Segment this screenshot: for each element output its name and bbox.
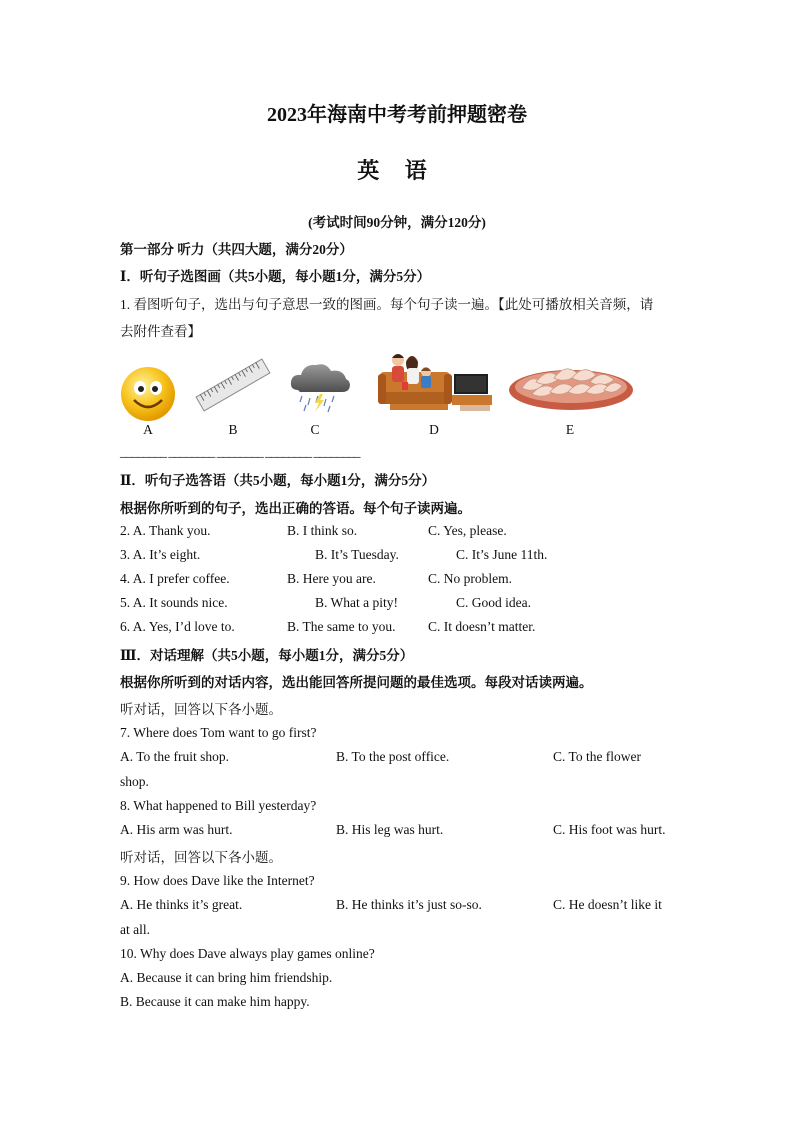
section2-heading: Ⅱ．听句子选答语（共5小题，每小题1分，满分5分） — [120, 473, 436, 488]
section3-instruction: 根据你所听到的对话内容，选出能回答所提问题的最佳选项。每段对话读两遍。 — [120, 675, 593, 690]
q5-option-a: 5. A. It sounds nice. — [120, 595, 228, 610]
q1-instruction-line2: 去附件查看】 — [120, 324, 201, 339]
q3-option-c: C. It’s June 11th. — [456, 547, 548, 562]
q8-question: 8. What happened to Bill yesterday? — [120, 798, 317, 813]
family-watching-tv-icon — [378, 348, 496, 414]
image-label-e: E — [565, 422, 575, 437]
q7-option-c: C. To the flower — [553, 749, 642, 764]
exam-title: 2023年海南中考考前押题密卷 — [267, 104, 527, 126]
q4-option-a: 4. A. I prefer coffee. — [120, 571, 230, 586]
q2-option-a: 2. A. Thank you. — [120, 523, 211, 538]
q1-instruction-line1: 1. 看图听句子，选出与句子意思一致的图画。每个句子读一遍。【此处可播放相关音频，请 — [120, 297, 654, 312]
q10-option-a: A. Because it can bring him friendship. — [120, 970, 333, 985]
q7-option-c-continued: shop. — [120, 774, 149, 789]
q9-question: 9. How does Dave like the Internet? — [120, 873, 315, 888]
q4-option-c: C. No problem. — [428, 571, 512, 586]
q4-option-b: B. Here you are. — [287, 571, 376, 586]
q6-option-c: C. It doesn’t matter. — [428, 619, 536, 634]
q9-option-c: C. He doesn’t like it — [553, 897, 662, 912]
image-label-a: A — [143, 422, 153, 437]
q10-option-b: B. Because it can make him happy. — [120, 994, 310, 1009]
q9-option-b: B. He thinks it’s just so-so. — [336, 897, 482, 912]
q5-option-c: C. Good idea. — [456, 595, 531, 610]
q10-question: 10. Why does Dave always play games online? — [120, 946, 375, 961]
exam-info: (考试时间90分钟，满分120分) — [308, 215, 486, 230]
listen-prompt-2: 听对话，回答以下各小题。 — [120, 850, 282, 865]
image-label-d: D — [429, 422, 439, 437]
q7-option-b: B. To the post office. — [336, 749, 450, 764]
q8-option-a: A. His arm was hurt. — [120, 822, 233, 837]
q9-option-a: A. He thinks it’s great. — [120, 897, 243, 912]
q6-option-b: B. The same to you. — [287, 619, 396, 634]
smiley-face-icon — [120, 366, 176, 422]
q7-question: 7. Where does Tom want to go first? — [120, 725, 317, 740]
image-label-b: B — [228, 422, 238, 437]
rain-cloud-icon — [288, 358, 352, 416]
section2-instruction: 根据你所听到的句子，选出正确的答语。每个句子读两遍。 — [120, 501, 471, 516]
q6-option-a: 6. A. Yes, I’d love to. — [120, 619, 235, 634]
q8-option-b: B. His leg was hurt. — [336, 822, 444, 837]
q3-option-b: B. It’s Tuesday. — [315, 547, 399, 562]
q2-option-b: B. I think so. — [287, 523, 358, 538]
listen-prompt-1: 听对话，回答以下各小题。 — [120, 702, 282, 717]
q9-option-c-continued: at all. — [120, 922, 150, 937]
q7-option-a: A. To the fruit shop. — [120, 749, 230, 764]
image-label-c: C — [310, 422, 320, 437]
q3-option-a: 3. A. It’s eight. — [120, 547, 201, 562]
subject-title: 英 语 — [357, 158, 437, 183]
section1-heading: Ⅰ．听句子选图画（共5小题，每小题1分，满分5分） — [120, 269, 431, 284]
q5-option-b: B. What a pity! — [315, 595, 398, 610]
q8-option-c: C. His foot was hurt. — [553, 822, 666, 837]
q2-option-c: C. Yes, please. — [428, 523, 507, 538]
ruler-icon — [192, 356, 274, 414]
section3-heading: Ⅲ．对话理解（共5小题，每小题1分，满分5分） — [120, 648, 414, 663]
answer-blanks: ________ ________ ________ ________ ________ — [120, 444, 360, 459]
dumplings-plate-icon — [508, 354, 634, 412]
part1-heading: 第一部分 听力（共四大题，满分20分） — [120, 242, 353, 257]
